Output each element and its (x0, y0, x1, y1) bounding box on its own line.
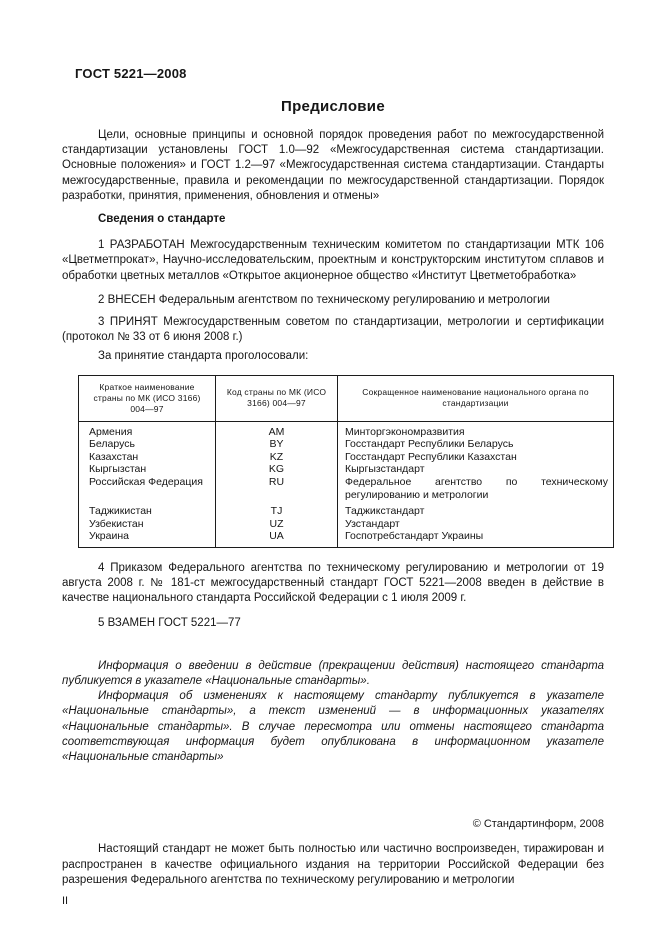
header-org: Сокращенное наименование национального органа по стандартизации (338, 375, 614, 421)
standard-info-item-2: 2 ВНЕСЕН Федеральным агентством по техническому регулированию и метрологии (98, 293, 550, 306)
cell-country: Украина (79, 530, 216, 547)
standard-info-item-3: 3 ПРИНЯТ Межгосударственным советом по стандартизации, метрологии и сертификации (протокол № 33 от 6 июня 2008 г.) (62, 316, 604, 344)
page-number: II (62, 895, 69, 908)
cell-country: Таджикистан (79, 501, 216, 518)
header-country: Краткое наименование страны по МК (ИСО 3166) 004—97 (79, 375, 216, 421)
cell-org: Госстандарт Республики Беларусь (338, 438, 614, 451)
cell-code: TJ (216, 501, 338, 518)
vote-table (78, 375, 614, 548)
restriction-paragraph: Настоящий стандарт не может быть полностью или частично воспроизведен, тиражирован и распространен в качестве официального издания на территории Российской Федерации без разрешения Федерального агентства по техническому регулированию и метрологии (62, 843, 604, 886)
table-row (79, 501, 614, 518)
cell-code: UA (216, 530, 338, 547)
section-heading: Сведения о стандарте (98, 213, 226, 226)
copyright-line: © Стандартинформ, 2008 (472, 818, 604, 831)
cell-org: Госпотребстандарт Украины (338, 530, 614, 547)
cell-country: Беларусь (79, 438, 216, 451)
standard-info-item-1: 1 РАЗРАБОТАН Межгосударственным техническим комитетом по стандартизации МТК 106 «Цветметпрокат», Научно-исследовательским, проектным и конструкторским институтом сплавов и обработки цветных металлов «Открытое акционерное общество «Институт Цветметобработка» (62, 239, 604, 282)
notice-block (62, 659, 604, 765)
cell-country: Узбекистан (79, 518, 216, 531)
table-row (79, 463, 614, 476)
cell-org: Минторгэкономразвития (338, 421, 614, 438)
cell-org: Федеральное агентство по техническому регулированию и метрологии (338, 476, 614, 501)
vote-lead: За принятие стандарта проголосовали: (98, 350, 309, 363)
intro-paragraph: Цели, основные принципы и основной порядок проведения работ по межгосударственной стандартизации установлены ГОСТ 1.0—92 «Межгосударственная система стандартизации. Основные положения» и ГОСТ 1.2—97 «Межгосударственная система стандартизации. Стандарты межгосударственные, правила и рекомендации по межгосударственной стандартизации. Порядок разработки, принятия, применения, обновления и отмены» (62, 129, 604, 202)
table-header-row (79, 375, 614, 421)
header-code: Код страны по МК (ИСО 3166) 004—97 (216, 375, 338, 421)
cell-org: Кыргызстандарт (338, 463, 614, 476)
table-row (79, 518, 614, 531)
notice-paragraph-2: Информация об изменениях к настоящему стандарту публикуется в указателе «Национальные стандарты», а текст изменений — в информационных указателях «Национальные стандарты». В случае пересмотра или отмены настоящего стандарта соответствующая информация будет опубликована в информационном указателе «Национальные стандарты» (62, 690, 604, 764)
cell-org: Узстандарт (338, 518, 614, 531)
table-row (79, 438, 614, 451)
notice-paragraph-1: Информация о введении в действие (прекращении действия) настоящего стандарта публикуется в указателе «Национальные стандарты». (62, 659, 604, 687)
page-title: Предисловие (281, 98, 385, 115)
cell-country: Казахстан (79, 451, 216, 464)
doc-code: ГОСТ 5221—2008 (75, 66, 187, 81)
table-row (79, 421, 614, 438)
cell-org: Госстандарт Республики Казахстан (338, 451, 614, 464)
cell-code: BY (216, 438, 338, 451)
cell-org: Таджикстандарт (338, 501, 614, 518)
table-row (79, 476, 614, 501)
table-row (79, 451, 614, 464)
cell-code: KZ (216, 451, 338, 464)
order-paragraph: 4 Приказом Федерального агентства по техническому регулированию и метрологии от 19 августа 2008 г. № 181-ст межгосударственный стандарт ГОСТ 5221—2008 введен в действие в качестве национального стандарта Российской Федерации с 1 июля 2009 г. (62, 561, 604, 605)
cell-country: Кыргызстан (79, 463, 216, 476)
cell-code: KG (216, 463, 338, 476)
cell-country: Армения (79, 421, 216, 438)
cell-code: AM (216, 421, 338, 438)
cell-code: UZ (216, 518, 338, 531)
replaces-paragraph: 5 ВЗАМЕН ГОСТ 5221—77 (98, 616, 241, 629)
cell-country: Российская Федерация (79, 476, 216, 501)
table-row (79, 530, 614, 547)
cell-code: RU (216, 476, 338, 501)
